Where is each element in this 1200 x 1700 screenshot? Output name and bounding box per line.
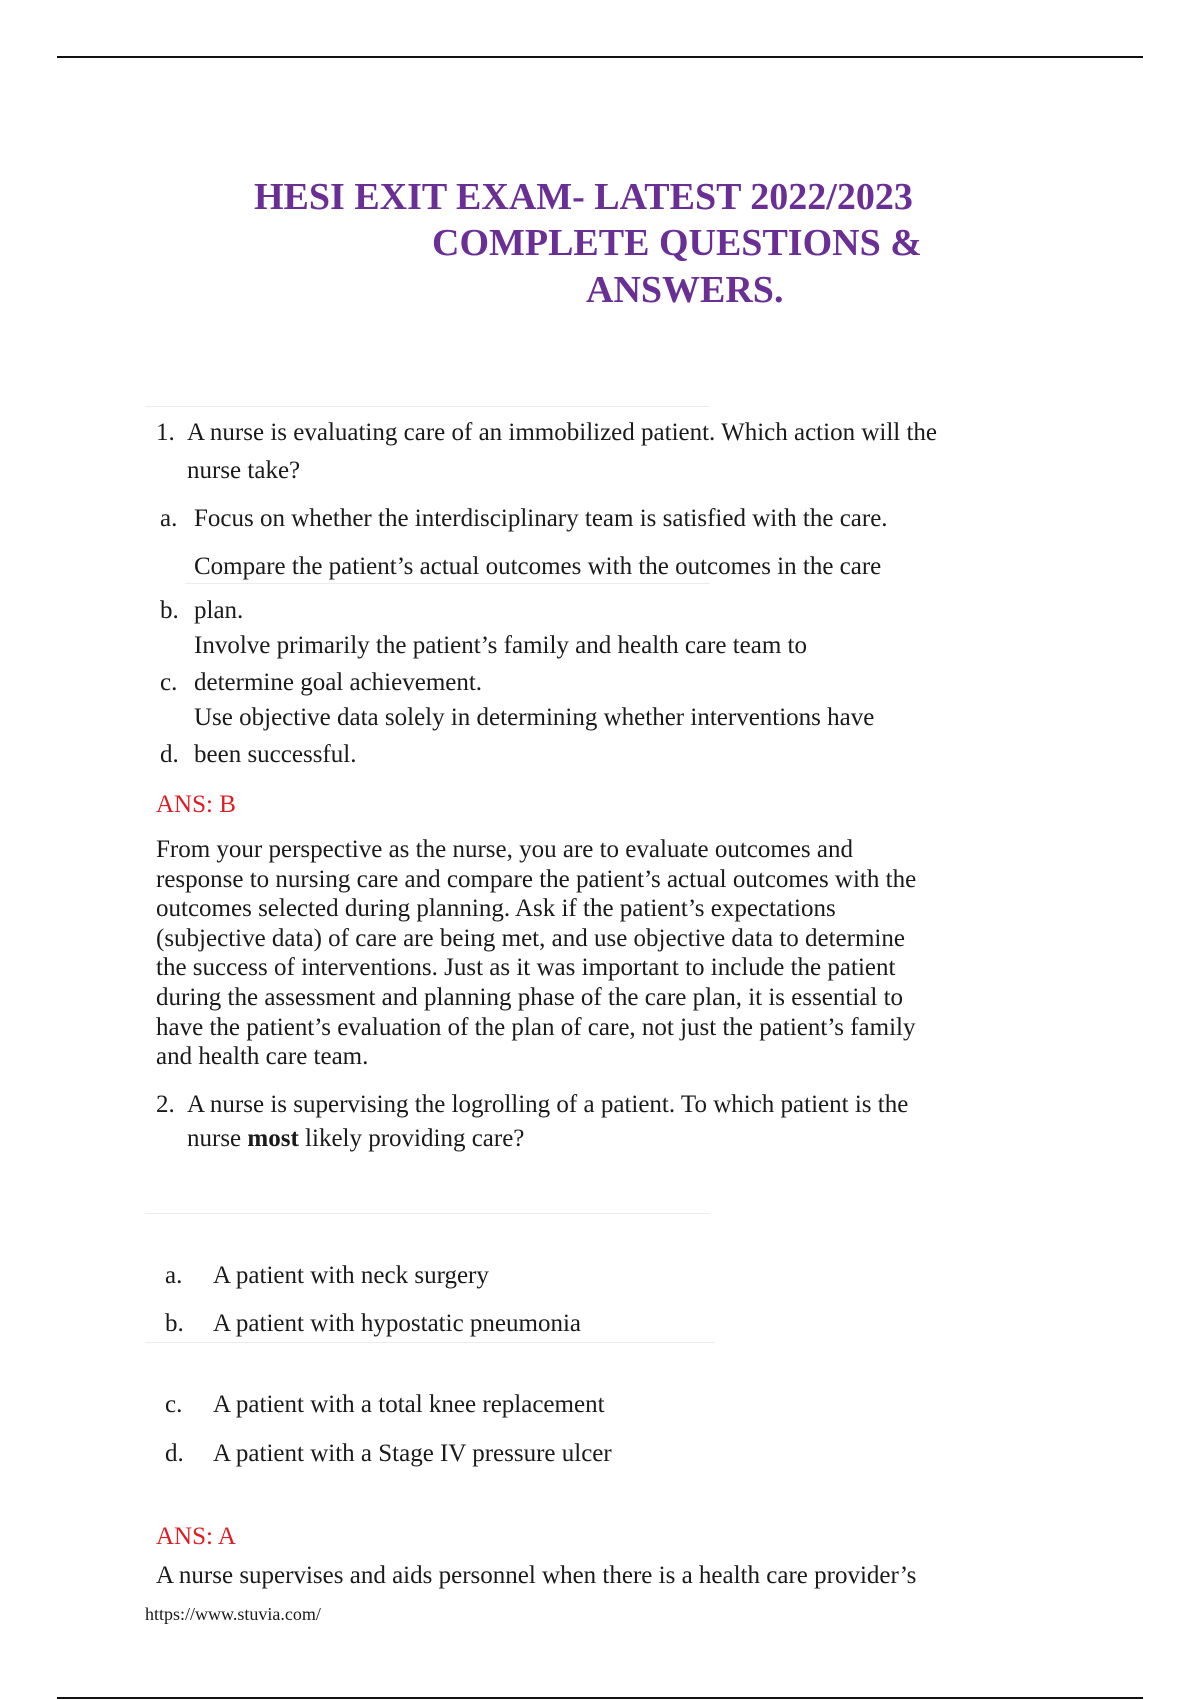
q1-option-c-letter: c.	[160, 669, 178, 696]
q1-option-d-text-cont: been successful.	[194, 741, 357, 768]
q2-option-c-letter: c.	[165, 1391, 183, 1418]
question-1-number: 1.	[156, 419, 175, 446]
q1-option-d-letter: d.	[160, 741, 179, 768]
q2-option-a-letter: a.	[165, 1262, 183, 1289]
question-1-stem-cont: nurse take?	[187, 457, 301, 484]
q1-option-a-text: Focus on whether the interdisciplinary team is satisfied with the care.	[194, 505, 888, 532]
q2-option-c-text: A patient with a total knee replacement	[213, 1391, 605, 1418]
q1-option-b-letter: b.	[160, 597, 179, 624]
bottom-rule	[57, 1697, 1143, 1699]
q1-explanation: From your perspective as the nurse, you are to evaluate outcomes and response to nursing care and compare the patient’s actual outcomes with the outcomes selected during planning. Ask if the patient’s expectations (subjective data) of care are being met, and use objective data to determine the success of interventions. Just as it was important to include the patient during the assessment and planning phase of the care plan, it is essential to have the patient’s evaluation of the plan of care, not just the patient’s family and health care team.	[156, 836, 917, 1071]
q1-option-c-text-cont: determine goal achievement.	[194, 669, 483, 696]
q1-option-b-text-cont: plan.	[194, 597, 244, 624]
faint-rule	[145, 406, 710, 407]
q2-option-a-text: A patient with neck surgery	[213, 1262, 489, 1289]
document-title-line-3: ANSWERS.	[586, 269, 784, 311]
q1-answer: ANS: B	[156, 791, 236, 818]
q2-option-b-letter: b.	[165, 1310, 184, 1337]
q2-explanation-start: A nurse supervises and aids personnel when there is a health care provider’s	[156, 1562, 917, 1589]
question-2-stem-after: likely providing care?	[298, 1125, 525, 1152]
q2-option-d-letter: d.	[165, 1440, 184, 1467]
q2-option-b-text: A patient with hypostatic pneumonia	[213, 1310, 581, 1337]
q2-option-d-text: A patient with a Stage IV pressure ulcer	[213, 1440, 612, 1467]
question-2-stem: A nurse is supervising the logrolling of a patient. To which patient is the	[187, 1091, 909, 1118]
q1-option-a-letter: a.	[160, 505, 178, 532]
q2-answer: ANS: A	[156, 1523, 236, 1550]
question-2-emphasis: most	[247, 1125, 299, 1152]
question-2-stem-cont	[187, 1125, 524, 1153]
q1-option-b-text: Compare the patient’s actual outcomes with the outcomes in the care	[194, 553, 882, 580]
faint-rule	[145, 1342, 715, 1343]
footer-url[interactable]: https://www.stuvia.com/	[145, 1604, 321, 1624]
question-2-number: 2.	[156, 1091, 175, 1118]
q1-option-d-text: Use objective data solely in determining whether interventions have	[194, 704, 875, 731]
faint-rule	[185, 583, 710, 584]
q1-option-c-text: Involve primarily the patient’s family and health care team to	[194, 632, 807, 659]
question-1-stem: A nurse is evaluating care of an immobilized patient. Which action will the	[187, 419, 938, 446]
document-title-line-1: HESI EXIT EXAM- LATEST 2022/2023	[254, 176, 913, 218]
document-title-line-2: COMPLETE QUESTIONS &	[432, 222, 922, 264]
question-2-stem-before: nurse	[187, 1125, 248, 1152]
faint-rule	[145, 1213, 710, 1214]
top-rule	[57, 56, 1143, 58]
